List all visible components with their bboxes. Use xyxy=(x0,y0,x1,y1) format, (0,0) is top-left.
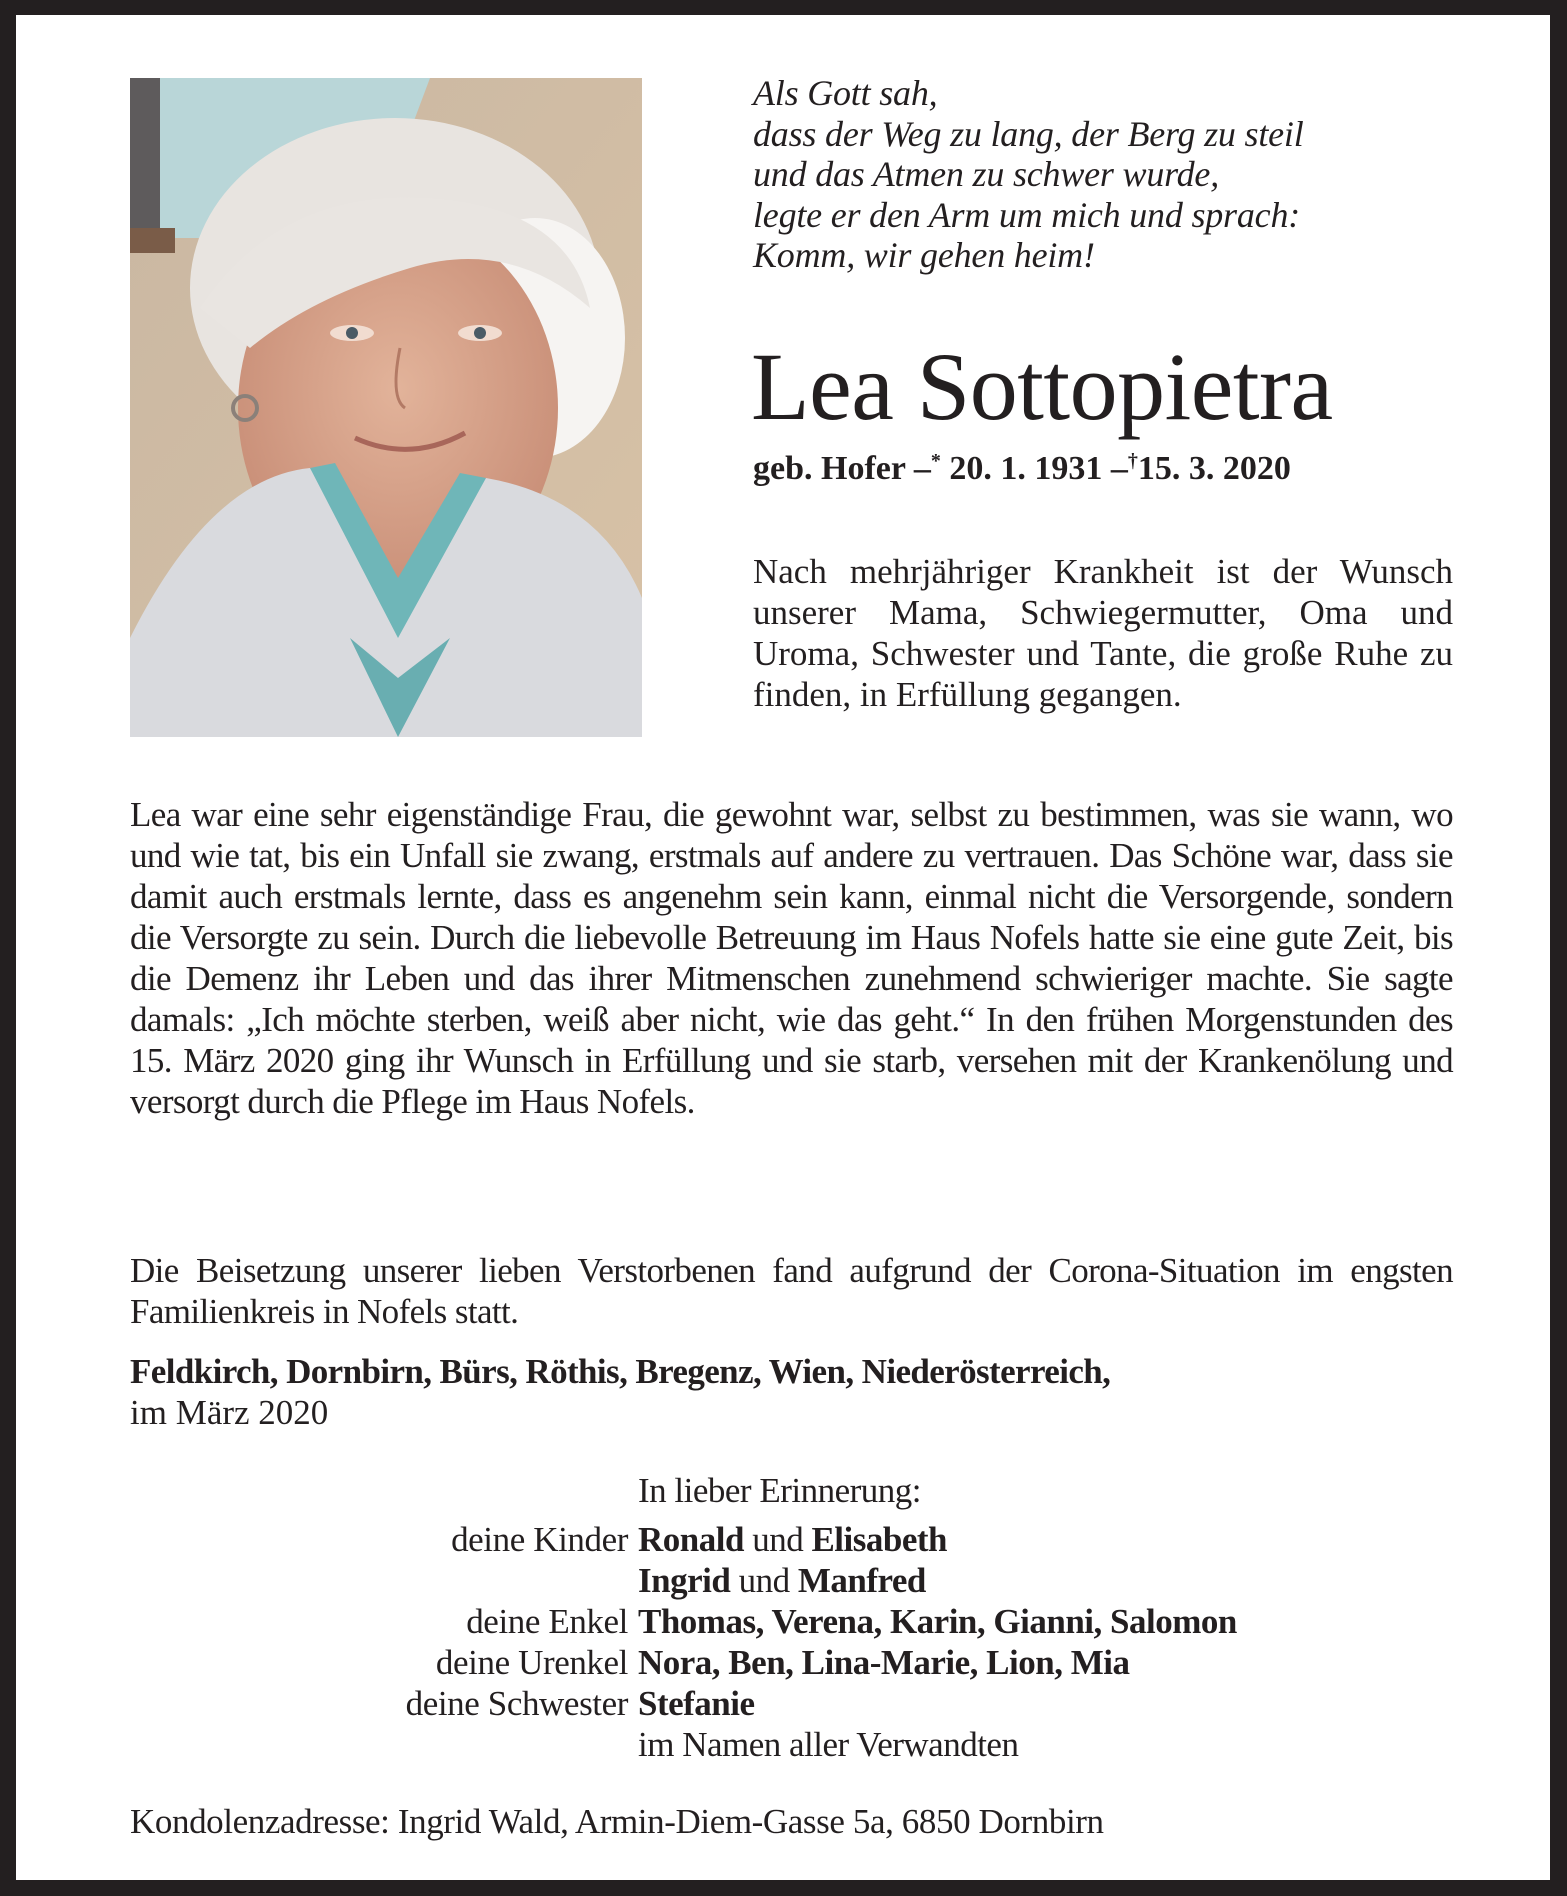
in-memory-section xyxy=(16,1470,1550,1765)
mourner-label: deine Urenkel xyxy=(435,1643,628,1682)
life-dates xyxy=(753,449,1291,489)
mourner-label: deine Enkel xyxy=(466,1602,628,1641)
mourner-name: Elisabeth xyxy=(811,1520,947,1559)
death-date: 15. 3. 2020 xyxy=(1137,450,1291,487)
maiden-name: geb. Hofer xyxy=(753,450,906,487)
death-cross-icon: † xyxy=(1127,450,1138,472)
birth-date: 20. 1. 1931 xyxy=(949,450,1103,487)
condolence-address: Kondolenzadresse: Ingrid Wald, Armin-Diem-Gasse 5a, 6850 Dornbirn xyxy=(130,1802,1104,1841)
portrait-photo xyxy=(130,78,642,737)
mourner-names: Stefanie xyxy=(638,1684,755,1723)
deceased-name: Lea Sottopietra xyxy=(751,333,1333,440)
memory-heading: In lieber Erinnerung: xyxy=(638,1471,922,1510)
poem-line: und das Atmen zu schwer wurde, xyxy=(753,154,1219,194)
mourner-name: Manfred xyxy=(797,1561,926,1600)
mourner-name: Ronald xyxy=(638,1520,744,1559)
burial-paragraph: Die Beisetzung unserer lieben Verstorbenen fand aufgrund der Corona-Situation im engsten Familienkreis in Nofels statt. xyxy=(130,1251,1453,1331)
poem xyxy=(753,73,1453,276)
mourner-row-sister xyxy=(16,1683,1550,1724)
poem-line: dass der Weg zu lang, der Berg zu steil xyxy=(753,113,1304,154)
biography-paragraph: Lea war eine sehr eigenständige Frau, die gewohnt war, selbst zu bestimmen, was sie wann, wo und wie tat, bis ein Unfall sie zwang, erstmals auf andere zu vertrauen. Das Schöne war, dass sie damit auch erstmals lernte, dass es angenehm sein kann, einmal nicht die Versorgende, sondern die Versorgte zu sein. Durch die liebevolle Betreuung im Haus Nofels hatte sie eine gute Zeit, bis die Demenz ihr Leben und das ihrer Mitmenschen zunehmend schwieriger machte. Sie sagte damals: „Ich möchte sterben, weiß aber nicht, wie das geht.“ In den frühen Morgenstunden des 15. März 2020 ging ihr Wunsch in Erfüllung und sie starb, versehen mit der Krankenölung und versorgt durch die Pflege im Haus Nofels. xyxy=(130,795,1453,1121)
date-line: im März 2020 xyxy=(130,1393,329,1432)
birth-star-icon: * xyxy=(930,450,941,472)
memory-closing-row xyxy=(16,1724,1550,1765)
portrait-illustration xyxy=(130,78,642,737)
mourner-names: Nora, Ben, Lina-Marie, Lion, Mia xyxy=(638,1643,1130,1682)
intro-paragraph: Nach mehrjähriger Krankheit ist der Wunsch unserer Mama, Schwiegermutter, Oma und Uroma, Schwester und Tante, die große Ruhe zu finden, in Erfüllung gegangen. xyxy=(753,552,1453,714)
mourner-row-grandchildren xyxy=(16,1601,1550,1642)
memory-heading-row xyxy=(16,1470,1550,1511)
mourner-label: deine Kinder xyxy=(451,1520,628,1559)
dash: – xyxy=(913,450,931,487)
dash: – xyxy=(1110,450,1128,487)
memory-closing: im Namen aller Verwandten xyxy=(638,1725,1019,1764)
mourner-row-children-2: Ingrid und Manfred xyxy=(638,1561,926,1600)
mourner-label: deine Schwester xyxy=(405,1684,628,1723)
mourner-row-children: deine Kinder Ronald und Elisabeth xyxy=(16,1519,1550,1560)
mourner-row-great-grandchildren xyxy=(16,1642,1550,1683)
poem-line: Komm, wir gehen heim! xyxy=(753,235,1095,275)
places-list: Feldkirch, Dornbirn, Bürs, Röthis, Bregenz, Wien, Niederösterreich, xyxy=(130,1352,1111,1391)
poem-line: Als Gott sah, xyxy=(753,73,938,113)
poem-line: legte er den Arm um mich und sprach: xyxy=(753,194,1301,235)
mourner-name: Ingrid xyxy=(638,1561,731,1600)
mourner-names: Thomas, Verena, Karin, Gianni, Salomon xyxy=(638,1602,1237,1641)
obituary-page xyxy=(16,15,1550,1880)
